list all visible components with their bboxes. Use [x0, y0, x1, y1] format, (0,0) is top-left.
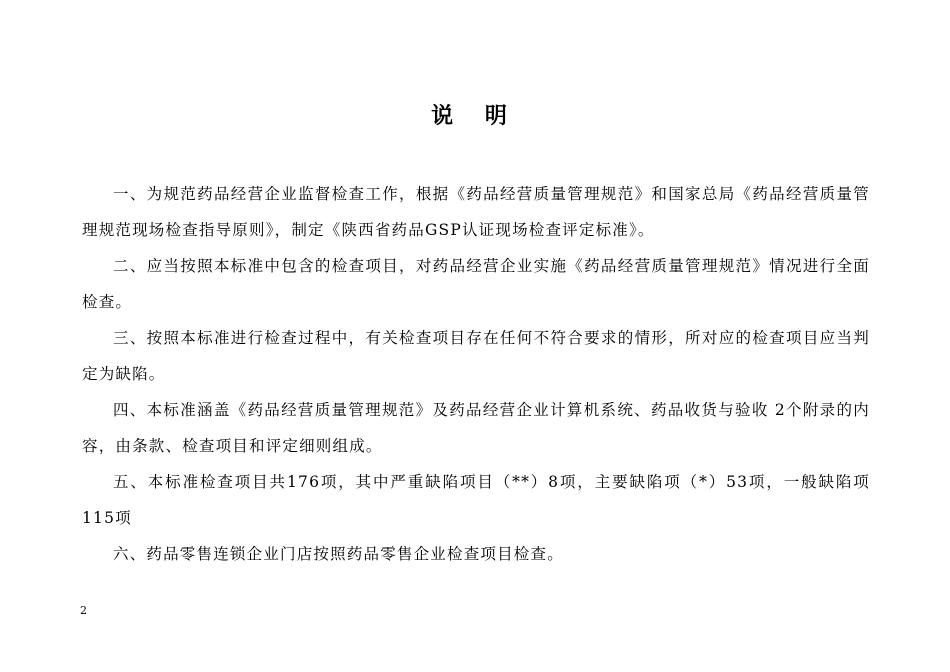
paragraph-4: 四、本标准涵盖《药品经营质量管理规范》及药品经营企业计算机系统、药品收货与验收 2个附录的内容，由条款、检查项目和评定细则组成。 [82, 401, 870, 455]
paragraph-6: 六、药品零售连锁企业门店按照药品零售企业检查项目检查。 [113, 545, 564, 563]
page-number: 2 [80, 604, 87, 617]
paragraph-3: 三、按照本标准进行检查过程中，有关检查项目存在任何不符合要求的情形，所对应的检查项目应当判定为缺陷。 [82, 329, 870, 383]
paragraph-5: 五、本标准检查项目共176项，其中严重缺陷项目（**）8项，主要缺陷项（*）53项，一般缺陷项115项 [82, 473, 870, 527]
paragraph-1: 一、为规范药品经营企业监督检查工作，根据《药品经营质量管理规范》和国家总局《药品经营质量管理规范现场检查指导原则》，制定《陕西省药品GSP认证现场检查评定标准》。 [82, 185, 870, 239]
document-body [82, 176, 870, 572]
paragraph-2: 二、应当按照本标准中包含的检查项目，对药品经营企业实施《药品经营质量管理规范》情况进行全面检查。 [82, 257, 870, 311]
document-title: 说 明 [431, 103, 519, 129]
